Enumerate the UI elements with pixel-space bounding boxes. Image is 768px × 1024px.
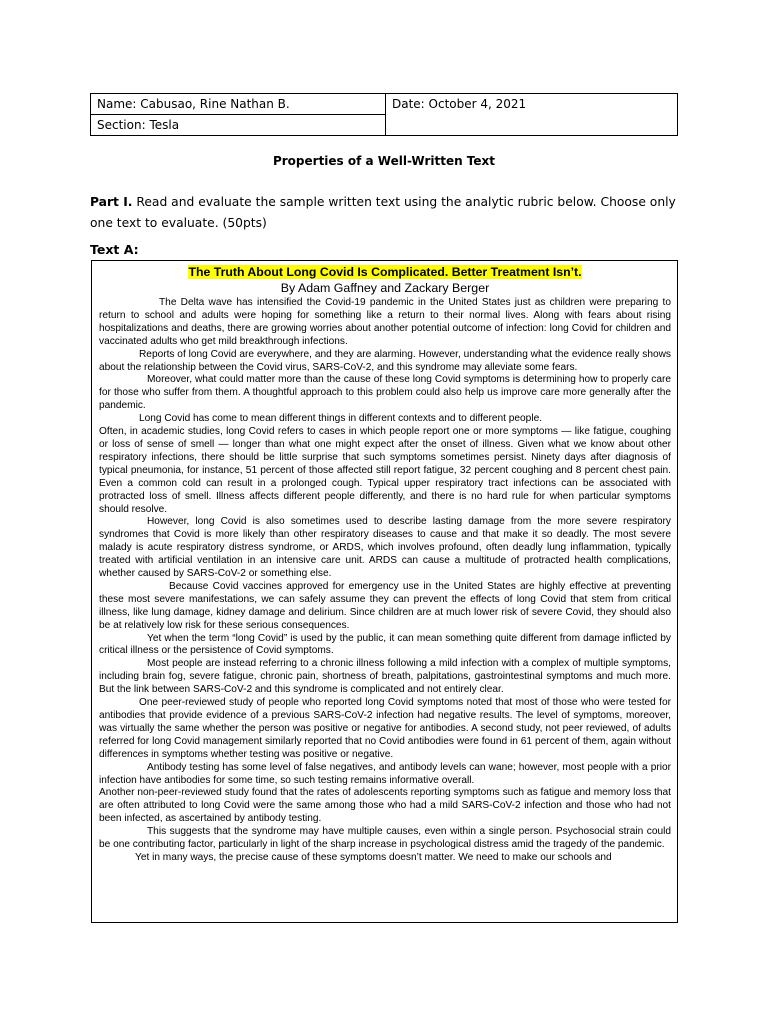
part-label: Part I. [90, 195, 133, 209]
document-title: Properties of a Well-Written Text [272, 154, 496, 168]
article-paragraph: Another non-peer-reviewed study found that the rates of adolescents reporting symptoms such as fatigue and memory loss that are often attributed to long Covid were the same among those who had a mild SARS-CoV-2 infection and those who had not been infected, as ascertained by antibody testing. [99, 787, 671, 825]
article-paragraph: Often, in academic studies, long Covid refers to cases in which people report one or more symptoms — like fatigue, coughing or loss of sense of smell — longer than what one might expect after the onset of illness. Given what we know about other respiratory infections, there should be little surprise that such symptoms sometimes persist. Ninety days after diagnosis of typical pneumonia, for instance, 51 percent of those affected still report fatigue, 32 percent coughing and 8 percent chest pain. Even a common cold can result in a prolonged cough. Typical upper respiratory tract infections can be associated with protracted loss of smell. Illness affects different people differently, and there is no hard rule for when particular symptoms should resolve. [99, 426, 671, 515]
article-box [91, 260, 678, 923]
instructions [90, 192, 680, 234]
article-paragraph: However, long Covid is also sometimes used to describe lasting damage from the more severe respiratory syndromes that Covid is more likely than other respiratory diseases to cause and that make it so deadly. The most severe malady is acute respiratory distress syndrome, or ARDS, which involves profound, often deadly lung inflammation, typically treated with artificial ventilation in an intensive care unit. ARDS can cause a multitude of protracted health complications, whether caused by SARS-CoV-2 or something else. [99, 516, 671, 580]
instructions-text: Read and evaluate the sample written text using the analytic rubric below. Choose only one text to evaluate. (50pts) [90, 195, 676, 230]
article-paragraph: Long Covid has come to mean different things in different contexts and to different people. [139, 413, 543, 425]
article-title-highlight: The Truth About Long Covid Is Complicated. Better Treatment Isn’t. [188, 265, 582, 279]
article-paragraph: Reports of long Covid are everywhere, and they are alarming. However, understanding what the evidence really shows about the relationship between the Covid virus, SARS-CoV-2, and this syndrome may alleviate some fears. [99, 348, 671, 373]
article-title [99, 264, 671, 280]
article-paragraph: Most people are instead referring to a chronic illness following a mild infection with a complex of multiple symptoms, including brain fog, severe fatigue, chronic pain, shortness of breath, palpitations, gastrointestinal symptoms and much more. But the link between SARS-CoV-2 and this syndrome is complicated and not entirely clear. [99, 658, 671, 696]
student-info-table [90, 93, 678, 136]
student-name: Name: Cabusao, Rine Nathan B. [91, 94, 386, 115]
article-paragraph: One peer-reviewed study of people who reported long Covid symptoms noted that most of those who were tested for antibodies that provide evidence of a previous SARS-CoV-2 infection had negative results. The level of symptoms, moreover, was virtually the same whether the person was positive or negative for antibodies. A second study, not peer reviewed, of adults referred for long Covid management similarly reported that no Covid antibodies were found in 61 percent of them, again without differences in symptoms whether testing was positive or negative. [99, 697, 671, 760]
article-paragraph: Because Covid vaccines approved for emergency use in the United States are highly effective at preventing these most severe manifestations, we can safely assume they can prevent the effects of long Covid that stem from critical illness, like lung damage, kidney damage and delirium. Since children are at much lower risk of severe Covid, they should also be at relatively low risk for these serious consequences. [99, 580, 671, 631]
section-cell: Section: Tesla [91, 115, 386, 136]
article-body [99, 297, 671, 865]
article-paragraph: Yet when the term “long Covid” is used by the public, it can mean something quite different from damage inflicted by critical illness or the persistence of Covid symptoms. [99, 632, 671, 657]
article-byline: By Adam Gaffney and Zackary Berger [280, 281, 490, 295]
date-cell: Date: October 4, 2021 [386, 94, 678, 136]
text-a-label: Text A: [90, 242, 139, 257]
article-paragraph: Antibody testing has some level of false negatives, and antibody levels can wane; however, most people with a prior infection have antibodies for some time, so such testing remains informative overall. [99, 761, 671, 786]
article-paragraph: Yet in many ways, the precise cause of these symptoms doesn’t matter. We need to make our schools and [135, 851, 612, 863]
article-paragraph: Moreover, what could matter more than the cause of these long Covid symptoms is determining how to properly care for those who suffer from them. A thoughtful approach to this problem could also help us improve care more generally after the pandemic. [99, 374, 671, 412]
article-paragraph: This suggests that the syndrome may have multiple causes, even within a single person. Psychosocial strain could be one contributing factor, particularly in light of the sharp increase in psychological distress amid the tragedy of the pandemic. [99, 826, 671, 851]
article-paragraph: The Delta wave has intensified the Covid-19 pandemic in the United States just as children were preparing to return to school and adults were hoping for something like a return to their normal lives. Along with fears about rising hospitalizations and deaths, there are growing worries about another potential outcome of infection: long Covid for children and vaccinated adults who get mild breakthrough infections. [99, 297, 671, 347]
